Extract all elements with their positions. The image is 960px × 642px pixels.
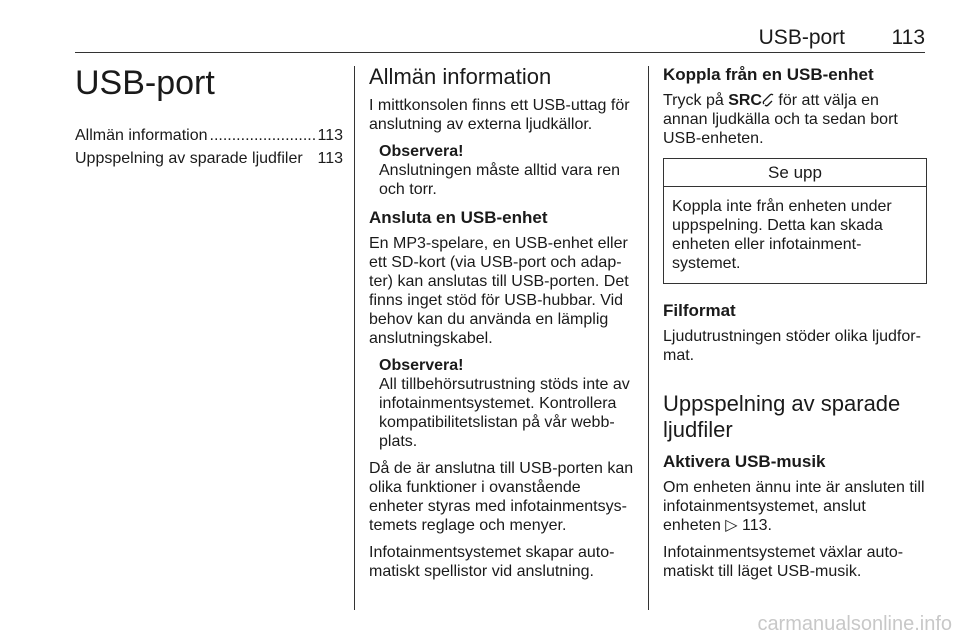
watermark: carmanualsonline.info bbox=[757, 613, 952, 635]
note-block bbox=[379, 356, 637, 451]
text: Om enheten ännu inte är ansluten till infotainmentsystemet, anslut enheten bbox=[663, 479, 925, 534]
caution-box bbox=[663, 158, 927, 284]
paragraph: Ljudutrustningen stöder olika ljudfor-mat. bbox=[663, 328, 921, 364]
sub-heading: Aktivera USB-musik bbox=[663, 452, 826, 471]
note-block bbox=[379, 142, 637, 199]
paragraph bbox=[663, 91, 927, 148]
page-number: 113 bbox=[891, 26, 925, 49]
arrow-ref-icon: ▷ bbox=[725, 517, 743, 534]
text: för att välja en annan ljudkälla och ta sedan bort USB-enheten. bbox=[663, 92, 898, 147]
note-title: Observera! bbox=[379, 143, 464, 160]
section-heading: Koppla från en USB-enhet bbox=[663, 65, 874, 84]
paragraph: Infotainmentsystemet växlar auto-matiskt till läget USB-musik. bbox=[663, 544, 904, 580]
page-reference-link[interactable]: 113. bbox=[742, 517, 772, 534]
toc-leader bbox=[210, 126, 316, 145]
column-disconnect bbox=[663, 64, 927, 589]
caution-text: Koppla inte från enheten under uppspelning. Detta kan skada enheten eller infotainment-systemet. bbox=[672, 198, 892, 272]
section-heading: Uppspelning av sparade ljudfiler bbox=[663, 391, 901, 442]
sub-heading: Filformat bbox=[663, 301, 736, 320]
phone-icon bbox=[762, 93, 774, 107]
column-general-info bbox=[369, 64, 637, 589]
header-title: USB-port bbox=[758, 26, 845, 49]
page-header bbox=[75, 26, 925, 53]
note-title: Observera! bbox=[379, 357, 464, 374]
text: Tryck på bbox=[663, 92, 729, 109]
src-button-label: SRC bbox=[728, 92, 762, 109]
section-heading: Allmän information bbox=[369, 64, 552, 89]
paragraph bbox=[663, 478, 927, 535]
column-divider-1 bbox=[354, 66, 355, 610]
toc-label: Allmän information bbox=[75, 127, 208, 144]
paragraph: Då de är anslutna till USB-porten kan olika funktioner i ovanstående enheter styras med infotainmentsys-temets reglage och menyer. bbox=[369, 460, 634, 534]
note-text: Anslutningen måste alltid vara ren och torr. bbox=[379, 162, 621, 198]
toc-label: Uppspelning av sparade ljudfiler bbox=[75, 150, 303, 167]
paragraph: I mittkonsolen finns ett USB-uttag för anslutning av externa ljudkällor. bbox=[369, 97, 630, 133]
paragraph: Infotainmentsystemet skapar auto-matiskt spellistor vid anslutning. bbox=[369, 544, 615, 580]
toc-entry-playback[interactable] bbox=[75, 149, 343, 168]
chapter-title: USB-port bbox=[75, 64, 215, 102]
note-text: All tillbehörsutrustning stöds inte av infotainmentsystemet. Kontrollera kompatibilitetslistan på vår webb-plats. bbox=[379, 376, 630, 450]
sub-heading: Ansluta en USB-enhet bbox=[369, 208, 548, 227]
column-toc bbox=[75, 64, 343, 172]
column-divider-2 bbox=[648, 66, 649, 610]
toc-page: 113 bbox=[317, 150, 343, 167]
toc-entry-general-info[interactable] bbox=[75, 126, 343, 145]
caution-title: Se upp bbox=[664, 159, 926, 187]
toc-page: 113 bbox=[317, 127, 343, 144]
paragraph: En MP3-spelare, en USB-enhet eller ett SD-kort (via USB-port och adap-ter) kan anslutas till USB-porten. Det finns inget stöd för USB-hubbar. Vid behov kan du använda en lämplig anslutningskabel. bbox=[369, 235, 629, 347]
